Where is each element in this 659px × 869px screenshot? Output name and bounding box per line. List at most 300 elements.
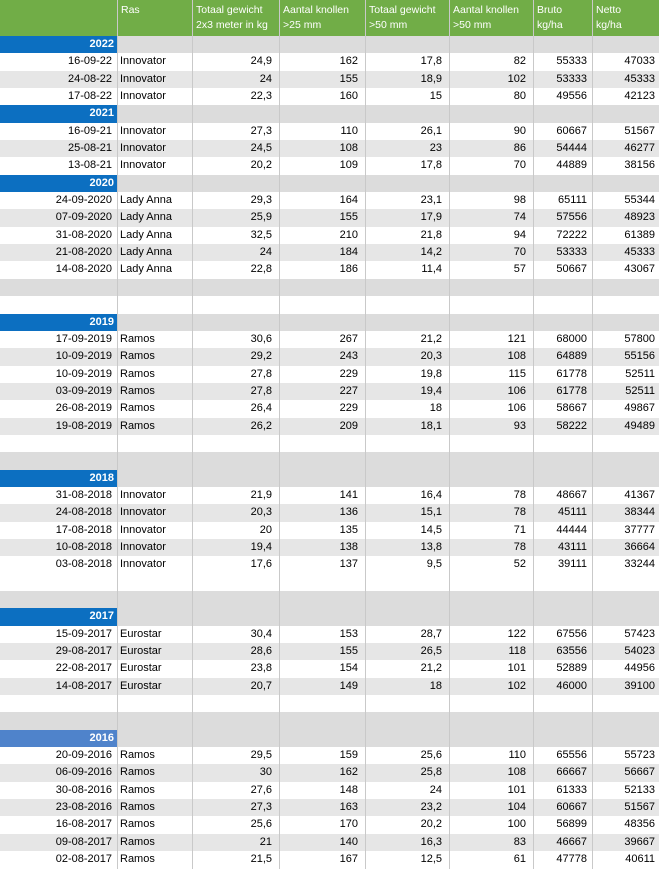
year-label[interactable]: 2021 bbox=[0, 105, 117, 122]
cell-netto[interactable]: 47033 bbox=[624, 55, 655, 68]
cell-netto[interactable]: 44956 bbox=[624, 662, 655, 675]
cell-date[interactable]: 31-08-2018 bbox=[55, 488, 112, 501]
cell-ras[interactable]: Innovator bbox=[120, 540, 166, 553]
cell-aantal-25[interactable]: 243 bbox=[339, 350, 358, 363]
cell-ras[interactable]: Innovator bbox=[120, 488, 166, 501]
cell-totaal-gewicht-50[interactable]: 18,1 bbox=[420, 419, 442, 432]
cell-netto[interactable]: 55723 bbox=[624, 749, 655, 762]
cell-aantal-50[interactable]: 78 bbox=[513, 506, 526, 519]
cell-aantal-50[interactable]: 101 bbox=[507, 662, 526, 675]
cell-netto[interactable]: 39100 bbox=[624, 679, 655, 692]
cell-aantal-50[interactable]: 101 bbox=[507, 783, 526, 796]
cell-netto[interactable]: 51567 bbox=[624, 124, 655, 137]
cell-netto[interactable]: 39667 bbox=[624, 835, 655, 848]
cell-totaal-gewicht-50[interactable]: 21,8 bbox=[420, 228, 442, 241]
cell-netto[interactable]: 33244 bbox=[624, 558, 655, 571]
cell-ras[interactable]: Innovator bbox=[120, 124, 166, 137]
cell-aantal-25[interactable]: 160 bbox=[339, 90, 358, 103]
cell-aantal-25[interactable]: 109 bbox=[339, 159, 358, 172]
cell-aantal-50[interactable]: 98 bbox=[513, 194, 526, 207]
cell-aantal-50[interactable]: 82 bbox=[513, 55, 526, 68]
table-row bbox=[0, 331, 659, 348]
table-row bbox=[0, 678, 659, 695]
cell-totaal-gewicht-50[interactable]: 23,1 bbox=[420, 194, 442, 207]
cell-totaal-gewicht-50[interactable]: 18 bbox=[429, 679, 442, 692]
cell-ras[interactable]: Ramos bbox=[120, 402, 155, 415]
cell-bruto[interactable]: 48667 bbox=[556, 488, 587, 501]
cell-date[interactable]: 25-08-21 bbox=[67, 142, 112, 155]
cell-totaal-gewicht-50[interactable]: 24 bbox=[429, 783, 442, 796]
cell-bruto[interactable]: 57556 bbox=[556, 211, 587, 224]
cell-aantal-25[interactable]: 162 bbox=[339, 55, 358, 68]
cell-bruto[interactable]: 56899 bbox=[556, 818, 587, 831]
cell-bruto[interactable]: 49556 bbox=[556, 90, 587, 103]
cell-date[interactable]: 24-08-22 bbox=[67, 72, 112, 85]
cell-date[interactable]: 14-08-2020 bbox=[55, 263, 112, 276]
cell-ras[interactable]: Eurostar bbox=[120, 645, 162, 658]
cell-aantal-25[interactable]: 154 bbox=[339, 662, 358, 675]
cell-date[interactable]: 31-08-2020 bbox=[55, 228, 112, 241]
cell-netto[interactable]: 61389 bbox=[624, 228, 655, 241]
cell-bruto[interactable]: 60667 bbox=[556, 124, 587, 137]
cell-ras[interactable]: Ramos bbox=[120, 419, 155, 432]
cell-netto[interactable]: 54023 bbox=[624, 645, 655, 658]
header-aantal-knollen-25[interactable]: Aantal knollen >25 mm bbox=[283, 4, 349, 31]
cell-totaal-gewicht[interactable]: 20 bbox=[259, 523, 272, 536]
cell-aantal-50[interactable]: 102 bbox=[507, 72, 526, 85]
cell-ras[interactable]: Lady Anna bbox=[120, 246, 172, 259]
cell-totaal-gewicht[interactable]: 22,3 bbox=[250, 90, 272, 103]
cell-bruto[interactable]: 44889 bbox=[556, 159, 587, 172]
cell-aantal-25[interactable]: 209 bbox=[339, 419, 358, 432]
cell-netto[interactable]: 57423 bbox=[624, 627, 655, 640]
table-row bbox=[0, 626, 659, 643]
table-row bbox=[0, 157, 659, 174]
cell-netto[interactable]: 38344 bbox=[624, 506, 655, 519]
cell-aantal-50[interactable]: 90 bbox=[513, 124, 526, 137]
cell-aantal-25[interactable]: 153 bbox=[339, 627, 358, 640]
table-row bbox=[0, 522, 659, 539]
cell-aantal-25[interactable]: 162 bbox=[339, 766, 358, 779]
cell-totaal-gewicht[interactable]: 28,6 bbox=[250, 645, 272, 658]
year-label[interactable]: 2020 bbox=[0, 175, 117, 192]
cell-totaal-gewicht-50[interactable]: 19,8 bbox=[420, 367, 442, 380]
cell-totaal-gewicht[interactable]: 24 bbox=[259, 72, 272, 85]
cell-date[interactable]: 02-08-2017 bbox=[55, 853, 112, 866]
cell-bruto[interactable]: 65111 bbox=[558, 194, 587, 207]
cell-totaal-gewicht[interactable]: 19,4 bbox=[250, 540, 272, 553]
header-aantal-knollen-50[interactable]: Aantal knollen >50 mm bbox=[453, 4, 519, 31]
cell-netto[interactable]: 37777 bbox=[624, 523, 655, 536]
cell-aantal-25[interactable]: 135 bbox=[339, 523, 358, 536]
cell-aantal-50[interactable]: 78 bbox=[513, 540, 526, 553]
cell-aantal-50[interactable]: 106 bbox=[507, 384, 526, 397]
cell-ras[interactable]: Innovator bbox=[120, 142, 166, 155]
cell-totaal-gewicht-50[interactable]: 17,9 bbox=[420, 211, 442, 224]
cell-date[interactable]: 16-08-2017 bbox=[55, 818, 112, 831]
cell-date[interactable]: 13-08-21 bbox=[67, 159, 112, 172]
header-totaal-gewicht-50[interactable]: Totaal gewicht >50 mm bbox=[369, 4, 436, 31]
cell-ras[interactable]: Ramos bbox=[120, 749, 155, 762]
blank-row bbox=[0, 695, 659, 712]
cell-aantal-25[interactable]: 141 bbox=[339, 488, 358, 501]
cell-bruto[interactable]: 61778 bbox=[556, 384, 587, 397]
cell-totaal-gewicht[interactable]: 24,9 bbox=[250, 55, 272, 68]
cell-date[interactable]: 10-09-2019 bbox=[55, 350, 112, 363]
cell-aantal-25[interactable]: 186 bbox=[339, 263, 358, 276]
cell-totaal-gewicht-50[interactable]: 20,2 bbox=[420, 818, 442, 831]
cell-date[interactable]: 24-08-2018 bbox=[55, 506, 112, 519]
cell-totaal-gewicht-50[interactable]: 17,8 bbox=[420, 55, 442, 68]
cell-date[interactable]: 21-08-2020 bbox=[55, 246, 112, 259]
cell-aantal-25[interactable]: 155 bbox=[339, 211, 358, 224]
cell-netto[interactable]: 51567 bbox=[624, 801, 655, 814]
column-gridline bbox=[449, 0, 450, 869]
cell-ras[interactable]: Eurostar bbox=[120, 679, 162, 692]
cell-totaal-gewicht-50[interactable]: 21,2 bbox=[420, 332, 442, 345]
cell-netto[interactable]: 48356 bbox=[624, 818, 655, 831]
cell-totaal-gewicht-50[interactable]: 13,8 bbox=[420, 540, 442, 553]
cell-totaal-gewicht[interactable]: 27,3 bbox=[250, 801, 272, 814]
cell-aantal-50[interactable]: 86 bbox=[513, 142, 526, 155]
cell-bruto[interactable]: 52889 bbox=[556, 662, 587, 675]
cell-bruto[interactable]: 46667 bbox=[556, 835, 587, 848]
cell-ras[interactable]: Lady Anna bbox=[120, 228, 172, 241]
cell-aantal-50[interactable]: 108 bbox=[507, 766, 526, 779]
table-row bbox=[0, 816, 659, 833]
cell-totaal-gewicht[interactable]: 30,6 bbox=[250, 332, 272, 345]
cell-ras[interactable]: Innovator bbox=[120, 55, 166, 68]
cell-netto[interactable]: 49489 bbox=[624, 419, 655, 432]
cell-totaal-gewicht[interactable]: 23,8 bbox=[250, 662, 272, 675]
cell-totaal-gewicht[interactable]: 27,3 bbox=[250, 124, 272, 137]
cell-netto[interactable]: 40611 bbox=[625, 853, 655, 866]
year-label[interactable]: 2018 bbox=[0, 470, 117, 487]
cell-bruto[interactable]: 44444 bbox=[556, 523, 587, 536]
cell-netto[interactable]: 48923 bbox=[624, 211, 655, 224]
cell-totaal-gewicht[interactable]: 21 bbox=[259, 835, 272, 848]
cell-bruto[interactable]: 63556 bbox=[556, 645, 587, 658]
cell-aantal-25[interactable]: 159 bbox=[339, 749, 358, 762]
cell-aantal-50[interactable]: 70 bbox=[513, 159, 526, 172]
cell-ras[interactable]: Innovator bbox=[120, 558, 166, 571]
cell-aantal-25[interactable]: 167 bbox=[339, 853, 358, 866]
table-row bbox=[0, 400, 659, 417]
cell-aantal-25[interactable]: 227 bbox=[339, 384, 358, 397]
cell-ras[interactable]: Ramos bbox=[120, 350, 155, 363]
cell-bruto[interactable]: 58667 bbox=[556, 402, 587, 415]
cell-date[interactable]: 10-08-2018 bbox=[55, 540, 112, 553]
header-netto[interactable]: Netto kg/ha bbox=[596, 4, 622, 31]
cell-ras[interactable]: Innovator bbox=[120, 159, 166, 172]
cell-ras[interactable]: Eurostar bbox=[120, 627, 162, 640]
blank-row bbox=[0, 712, 659, 729]
cell-totaal-gewicht-50[interactable]: 23 bbox=[429, 142, 442, 155]
cell-date[interactable]: 29-08-2017 bbox=[55, 645, 112, 658]
cell-totaal-gewicht-50[interactable]: 25,6 bbox=[420, 749, 442, 762]
cell-netto[interactable]: 38156 bbox=[624, 159, 655, 172]
cell-bruto[interactable]: 66667 bbox=[556, 766, 587, 779]
cell-bruto[interactable]: 60667 bbox=[556, 801, 587, 814]
cell-aantal-50[interactable]: 100 bbox=[507, 818, 526, 831]
cell-aantal-25[interactable]: 184 bbox=[339, 246, 358, 259]
cell-ras[interactable]: Ramos bbox=[120, 766, 155, 779]
cell-totaal-gewicht[interactable]: 21,9 bbox=[250, 488, 272, 501]
cell-aantal-25[interactable]: 148 bbox=[339, 783, 358, 796]
cell-aantal-50[interactable]: 115 bbox=[508, 367, 526, 380]
cell-ras[interactable]: Lady Anna bbox=[120, 211, 172, 224]
cell-aantal-50[interactable]: 122 bbox=[507, 627, 526, 640]
table-row bbox=[0, 366, 659, 383]
year-label[interactable]: 2019 bbox=[0, 314, 117, 331]
cell-totaal-gewicht-50[interactable]: 23,2 bbox=[420, 801, 442, 814]
cell-totaal-gewicht[interactable]: 27,8 bbox=[250, 367, 272, 380]
cell-aantal-25[interactable]: 149 bbox=[339, 679, 358, 692]
year-label[interactable]: 2022 bbox=[0, 36, 117, 53]
cell-netto[interactable]: 57800 bbox=[624, 332, 655, 345]
cell-bruto[interactable]: 65556 bbox=[556, 749, 587, 762]
cell-bruto[interactable]: 43111 bbox=[558, 540, 587, 553]
cell-ras[interactable]: Innovator bbox=[120, 72, 166, 85]
cell-ras[interactable]: Innovator bbox=[120, 523, 166, 536]
cell-bruto[interactable]: 68000 bbox=[556, 332, 587, 345]
cell-netto[interactable]: 55344 bbox=[624, 194, 655, 207]
cell-aantal-50[interactable]: 52 bbox=[513, 558, 526, 571]
cell-netto[interactable]: 45333 bbox=[624, 72, 655, 85]
cell-totaal-gewicht-50[interactable]: 18 bbox=[429, 402, 442, 415]
cell-totaal-gewicht-50[interactable]: 9,5 bbox=[426, 558, 442, 571]
cell-ras[interactable]: Ramos bbox=[120, 384, 155, 397]
cell-aantal-50[interactable]: 94 bbox=[513, 228, 526, 241]
cell-aantal-25[interactable]: 163 bbox=[339, 801, 358, 814]
cell-date[interactable]: 16-09-21 bbox=[67, 124, 112, 137]
table-row bbox=[0, 764, 659, 781]
cell-aantal-50[interactable]: 74 bbox=[513, 211, 526, 224]
cell-aantal-25[interactable]: 210 bbox=[339, 228, 358, 241]
cell-ras[interactable]: Ramos bbox=[120, 783, 155, 796]
cell-totaal-gewicht-50[interactable]: 28,7 bbox=[420, 627, 442, 640]
cell-bruto[interactable]: 61778 bbox=[556, 367, 587, 380]
cell-totaal-gewicht-50[interactable]: 16,3 bbox=[420, 835, 442, 848]
blank-row bbox=[0, 435, 659, 452]
cell-aantal-50[interactable]: 80 bbox=[513, 90, 526, 103]
cell-totaal-gewicht[interactable]: 29,2 bbox=[250, 350, 272, 363]
cell-netto[interactable]: 52133 bbox=[624, 783, 655, 796]
cell-totaal-gewicht[interactable]: 25,6 bbox=[250, 818, 272, 831]
cell-netto[interactable]: 36664 bbox=[624, 540, 655, 553]
cell-aantal-25[interactable]: 108 bbox=[339, 142, 358, 155]
cell-aantal-25[interactable]: 170 bbox=[339, 818, 358, 831]
cell-aantal-25[interactable]: 267 bbox=[339, 332, 358, 345]
cell-aantal-50[interactable]: 83 bbox=[513, 835, 526, 848]
cell-totaal-gewicht[interactable]: 20,7 bbox=[250, 679, 272, 692]
cell-date[interactable]: 09-08-2017 bbox=[55, 835, 112, 848]
cell-aantal-25[interactable]: 110 bbox=[340, 124, 358, 137]
cell-aantal-50[interactable]: 102 bbox=[507, 679, 526, 692]
cell-date[interactable]: 23-08-2016 bbox=[55, 801, 112, 814]
header-bruto[interactable]: Bruto kg/ha bbox=[537, 4, 563, 31]
table-row bbox=[0, 539, 659, 556]
cell-ras[interactable]: Lady Anna bbox=[120, 194, 172, 207]
cell-totaal-gewicht-50[interactable]: 12,5 bbox=[420, 853, 442, 866]
cell-totaal-gewicht-50[interactable]: 14,2 bbox=[420, 246, 442, 259]
cell-date[interactable]: 26-08-2019 bbox=[55, 402, 112, 415]
cell-aantal-50[interactable]: 61 bbox=[513, 853, 526, 866]
cell-ras[interactable]: Ramos bbox=[120, 332, 155, 345]
cell-bruto[interactable]: 46000 bbox=[556, 679, 587, 692]
cell-date[interactable]: 17-09-2019 bbox=[55, 332, 112, 345]
cell-totaal-gewicht[interactable]: 27,6 bbox=[250, 783, 272, 796]
cell-totaal-gewicht-50[interactable]: 14,5 bbox=[420, 523, 442, 536]
cell-totaal-gewicht-50[interactable]: 18,9 bbox=[420, 72, 442, 85]
cell-aantal-50[interactable]: 121 bbox=[507, 332, 526, 345]
cell-totaal-gewicht[interactable]: 22,8 bbox=[250, 263, 272, 276]
cell-totaal-gewicht[interactable]: 24,5 bbox=[250, 142, 272, 155]
year-row bbox=[0, 608, 659, 625]
cell-totaal-gewicht[interactable]: 29,5 bbox=[250, 749, 272, 762]
cell-ras[interactable]: Ramos bbox=[120, 818, 155, 831]
cell-totaal-gewicht[interactable]: 29,3 bbox=[250, 194, 272, 207]
year-label[interactable]: 2016 bbox=[0, 730, 117, 747]
cell-bruto[interactable]: 72222 bbox=[556, 228, 587, 241]
cell-bruto[interactable]: 54444 bbox=[556, 142, 587, 155]
cell-ras[interactable]: Ramos bbox=[120, 835, 155, 848]
cell-date[interactable]: 15-09-2017 bbox=[55, 627, 112, 640]
cell-date[interactable]: 19-08-2019 bbox=[55, 419, 112, 432]
cell-date[interactable]: 30-08-2016 bbox=[55, 783, 112, 796]
cell-aantal-25[interactable]: 164 bbox=[339, 194, 358, 207]
cell-totaal-gewicht[interactable]: 25,9 bbox=[250, 211, 272, 224]
cell-netto[interactable]: 46277 bbox=[624, 142, 655, 155]
cell-ras[interactable]: Ramos bbox=[120, 367, 155, 380]
cell-totaal-gewicht[interactable]: 27,8 bbox=[250, 384, 272, 397]
cell-date[interactable]: 10-09-2019 bbox=[55, 367, 112, 380]
cell-ras[interactable]: Ramos bbox=[120, 801, 155, 814]
cell-bruto[interactable]: 50667 bbox=[556, 263, 587, 276]
cell-bruto[interactable]: 45111 bbox=[558, 506, 587, 519]
table-body bbox=[0, 36, 659, 869]
cell-ras[interactable]: Lady Anna bbox=[120, 263, 172, 276]
cell-netto[interactable]: 56667 bbox=[624, 766, 655, 779]
cell-aantal-50[interactable]: 108 bbox=[507, 350, 526, 363]
cell-bruto[interactable]: 53333 bbox=[556, 246, 587, 259]
cell-bruto[interactable]: 47778 bbox=[556, 853, 587, 866]
blank-row bbox=[0, 296, 659, 313]
cell-aantal-50[interactable]: 78 bbox=[513, 488, 526, 501]
cell-date[interactable]: 06-09-2016 bbox=[55, 766, 112, 779]
blank-row bbox=[0, 279, 659, 296]
cell-totaal-gewicht-50[interactable]: 15,1 bbox=[420, 506, 442, 519]
cell-totaal-gewicht-50[interactable]: 17,8 bbox=[420, 159, 442, 172]
cell-aantal-25[interactable]: 136 bbox=[339, 506, 358, 519]
cell-totaal-gewicht-50[interactable]: 20,3 bbox=[420, 350, 442, 363]
cell-aantal-25[interactable]: 137 bbox=[339, 558, 358, 571]
cell-bruto[interactable]: 39111 bbox=[558, 558, 587, 571]
cell-bruto[interactable]: 61333 bbox=[556, 783, 587, 796]
cell-aantal-25[interactable]: 229 bbox=[339, 402, 358, 415]
header-ras[interactable]: Ras bbox=[121, 4, 140, 16]
cell-aantal-50[interactable]: 104 bbox=[507, 801, 526, 814]
cell-totaal-gewicht[interactable]: 30 bbox=[259, 766, 272, 779]
cell-ras[interactable]: Innovator bbox=[120, 90, 166, 103]
cell-totaal-gewicht-50[interactable]: 25,8 bbox=[420, 766, 442, 779]
cell-date[interactable]: 03-08-2018 bbox=[55, 558, 112, 571]
cell-aantal-25[interactable]: 138 bbox=[339, 540, 358, 553]
cell-date[interactable]: 07-09-2020 bbox=[55, 211, 112, 224]
cell-totaal-gewicht[interactable]: 17,6 bbox=[250, 558, 272, 571]
cell-aantal-25[interactable]: 140 bbox=[339, 835, 358, 848]
cell-netto[interactable]: 49867 bbox=[624, 402, 655, 415]
cell-ras[interactable]: Eurostar bbox=[120, 662, 162, 675]
cell-date[interactable]: 14-08-2017 bbox=[55, 679, 112, 692]
cell-aantal-50[interactable]: 70 bbox=[513, 246, 526, 259]
cell-totaal-gewicht[interactable]: 20,3 bbox=[250, 506, 272, 519]
cell-totaal-gewicht[interactable]: 21,5 bbox=[250, 853, 272, 866]
cell-aantal-50[interactable]: 106 bbox=[507, 402, 526, 415]
cell-aantal-25[interactable]: 155 bbox=[339, 645, 358, 658]
cell-date[interactable]: 20-09-2016 bbox=[55, 749, 112, 762]
cell-bruto[interactable]: 53333 bbox=[556, 72, 587, 85]
cell-totaal-gewicht[interactable]: 30,4 bbox=[250, 627, 272, 640]
cell-netto[interactable]: 45333 bbox=[624, 246, 655, 259]
cell-totaal-gewicht-50[interactable]: 19,4 bbox=[420, 384, 442, 397]
cell-totaal-gewicht[interactable]: 24 bbox=[259, 246, 272, 259]
cell-totaal-gewicht-50[interactable]: 15 bbox=[429, 90, 442, 103]
cell-totaal-gewicht-50[interactable]: 16,4 bbox=[420, 488, 442, 501]
cell-totaal-gewicht[interactable]: 32,5 bbox=[250, 228, 272, 241]
cell-totaal-gewicht-50[interactable]: 11,4 bbox=[421, 263, 442, 276]
cell-date[interactable]: 24-09-2020 bbox=[55, 194, 112, 207]
year-label[interactable]: 2017 bbox=[0, 608, 117, 625]
cell-totaal-gewicht-50[interactable]: 26,1 bbox=[420, 124, 442, 137]
cell-ras[interactable]: Ramos bbox=[120, 853, 155, 866]
cell-aantal-50[interactable]: 71 bbox=[513, 523, 526, 536]
cell-aantal-25[interactable]: 229 bbox=[339, 367, 358, 380]
cell-ras[interactable]: Innovator bbox=[120, 506, 166, 519]
cell-aantal-50[interactable]: 93 bbox=[513, 419, 526, 432]
column-gridline bbox=[592, 0, 593, 869]
cell-date[interactable]: 17-08-22 bbox=[67, 90, 112, 103]
cell-netto[interactable]: 52511 bbox=[625, 367, 655, 380]
cell-bruto[interactable]: 67556 bbox=[556, 627, 587, 640]
table-row bbox=[0, 643, 659, 660]
cell-aantal-25[interactable]: 155 bbox=[339, 72, 358, 85]
header-row bbox=[0, 0, 659, 36]
cell-bruto[interactable]: 58222 bbox=[556, 419, 587, 432]
cell-bruto[interactable]: 55333 bbox=[556, 55, 587, 68]
header-totaal-gewicht[interactable]: Totaal gewicht 2x3 meter in kg bbox=[196, 4, 268, 31]
cell-netto[interactable]: 52511 bbox=[625, 384, 655, 397]
cell-bruto[interactable]: 64889 bbox=[556, 350, 587, 363]
cell-netto[interactable]: 42123 bbox=[624, 90, 655, 103]
blank-row bbox=[0, 452, 659, 469]
cell-date[interactable]: 17-08-2018 bbox=[55, 523, 112, 536]
cell-aantal-50[interactable]: 57 bbox=[513, 263, 526, 276]
cell-totaal-gewicht-50[interactable]: 21,2 bbox=[420, 662, 442, 675]
cell-date[interactable]: 03-09-2019 bbox=[55, 384, 112, 397]
cell-date[interactable]: 22-08-2017 bbox=[55, 662, 112, 675]
cell-totaal-gewicht[interactable]: 26,2 bbox=[250, 419, 272, 432]
cell-aantal-50[interactable]: 118 bbox=[508, 645, 526, 658]
cell-date[interactable]: 16-09-22 bbox=[67, 55, 112, 68]
cell-aantal-50[interactable]: 110 bbox=[508, 749, 526, 762]
cell-totaal-gewicht[interactable]: 26,4 bbox=[250, 402, 272, 415]
cell-totaal-gewicht-50[interactable]: 26,5 bbox=[420, 645, 442, 658]
cell-totaal-gewicht[interactable]: 20,2 bbox=[250, 159, 272, 172]
cell-netto[interactable]: 55156 bbox=[624, 350, 655, 363]
cell-netto[interactable]: 41367 bbox=[624, 488, 655, 501]
cell-netto[interactable]: 43067 bbox=[624, 263, 655, 276]
